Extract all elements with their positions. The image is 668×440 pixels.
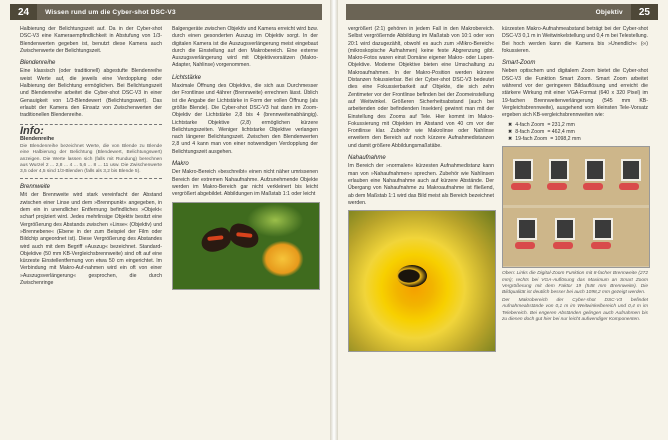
info-title: Info:	[20, 124, 44, 137]
flower-bee-photo	[348, 210, 496, 352]
nahaufnahme-heading: Nahaufnahme	[348, 155, 386, 162]
info-heading: Blendenreihe	[20, 135, 55, 142]
zoom-list	[508, 122, 648, 144]
flower-box	[553, 242, 573, 249]
zoom-item: ✖ 19-fach Zoom = 1098,2 mm	[508, 136, 581, 143]
window	[517, 218, 537, 240]
flower-box	[515, 242, 535, 249]
makro-heading: Makro	[172, 161, 189, 168]
right-header-title: Objektiv	[595, 8, 623, 16]
brennweite-paragraph: Mit der Brennweite wird stark vereinfacht der Abstand zwischen einer Linse und dem »Brennpunkt« angegeben, in dem ein in unendlicher Entfernung befindliches »Objekt« scharf projiziert wird. Jedes mehrlinsige Objektiv besitzt eine Vergrößerung des Abstands zwischen »Linse« (Objektiv) und »Brennebene« (Ebene in der zum Beispiel der Film oder Bildchip angeordnet ist). Diese Vergrößerung des Abstandes wird auch mit dem Begriff »Auszug« bezeichnet. Standard-Objektive (50 mm KB-Vergleichsbrennweite) sind oft auf eine kürzeste Einstellentfernung von etwa 50 cm eingerichtet. Im Verbindung mit Makro-Auf-nahmen wird ein oft von einer »Auszugsverlängerung« gesprochen, die durch Zwischenringe	[20, 192, 162, 287]
makro-continuation: vergrößert (2:1) gehören in jedem Fall in den Makrobereich. Selbst vergrößernde Abbildung im Maßstab von 10:1 oder von 20:1 wird dazugezählt, obwohl es auch zum »Mikro-Bereich« (mikroskopische Aufnahmen) keine feste Abgrenzung gibt. Makro-Fotos waren einst Domäne eigener Makro- oder Lupen-Objektive. Moderne Objektive bieten eine Umschaltung zu Makroaufnahmen. In der Makro-Position werden kürzere Distanzen fokussierbar. Bei der Cyber-shot DSC-V3 bedeutet dies eine Fokussierbarkeit auf Objekte, die sich zehn Zentimeter vor der Frontlinse befinden bei der Zoomeinstellung auf Weitwinkel. Größeren Sicherheitsabstand (auch bei arbeitenden oder befindenden Insekten) gewinnt man mit der Einstellung des Zooms auf Tele. Hier kommt im Makro-Fokussierung mit Objekten im Abstand von 40 cm vor der Frontlinse klar. Zubehör wie Makrolinse oder Nahlinse erweitern den Bereich auf noch kürzere Aufnahmedistanzen und damit größere Abbildungsmaßstäbe.	[348, 26, 494, 149]
zoom-item: ✖ 8-fach Zoom = 462,4 mm	[508, 128, 575, 135]
lichtstaerke-heading: Lichtstärke	[172, 74, 202, 81]
photo-caption-1: Oben: Links die Digital-Zoom Funktion mit 8-facher Brennweite (272 mm); rechts bei VGA-Auflösung das Maximum an Smart Zoom Vergrößerung mit dem Faktor 19 (548 mm Brennweite). Die Bildqualität ist deutlich besser bei auch 1098,2 mm gezeigt werden.	[502, 271, 648, 296]
left-column-1	[20, 26, 162, 289]
window	[585, 159, 605, 181]
zoom-item: ✖ 4-fach Zoom = 231,2 mm	[508, 121, 575, 128]
window	[555, 218, 575, 240]
right-header	[346, 4, 658, 20]
flower-box	[511, 183, 531, 190]
flower-box	[619, 183, 639, 190]
makro-paragraph: Der Makro-Bereich »beschreibt« einen nicht näher umrissenen Bereich der extremen Nahaufnahme. Aufzunehmende Objekte werden im Makro-Bereich gar nicht verkleinert bis leicht vergrößert abgebildet. Abbildungen im Maßstab 1:1 oder leicht	[172, 169, 318, 198]
smartzoom-paragraph: Neben optischem und digitalem Zoom bietet die Cyber-shot DSC-V3 die Funktion Smart Zoom. Smart Zoom arbeitet während vor der geringeren Bildauflösung und erreicht die stärkere Wirkung mit einer VGA-Format (640 x 320 Pixel) im 19-fachen Brennweitenverlängerung (545 mm KB-Vergleichsbrennweite), ausgehend vom kleinsten Tele-Vorsatz ergeben sich KB-vergleichsbrennweiten wie:	[502, 68, 648, 119]
info-text: Die Blendenreihe bezeichnet Werte, die von Blende zu Blende eine Halbierung der Belichtung (Blendewert, Belichtungswert) anzeigen. Die Werte lassen sich (falls mit Rundung) berechnen aus Wurzel 2 ... 2,8 ... 4 ... 5,6 ... 8 ... 11 usw. Die Zwischenwerte 3,5 oder 4,5 sind 1/3-Blenden (falls als 3,2 bis Blende 5).	[20, 144, 162, 174]
photo-caption-2: Der Makrobereich der Cyber-shot DSC-V3 befindet Aufnahmeabstände von 0,1 m im Weitwinkelbereich und 0,4 m im Telebereich. Bei engeren Abständen gelingen auch Aufnahmen bis zu diesen doch gut hier bei nur leicht aufwendiger Komponenten.	[502, 298, 648, 322]
info-box	[20, 124, 162, 180]
brennweite-heading: Brennweite	[20, 184, 51, 191]
right-column-2	[502, 26, 648, 325]
building-left-crop	[503, 147, 649, 205]
gutter	[330, 0, 338, 440]
flower-box	[547, 183, 567, 190]
right-page-number: 25	[631, 4, 658, 20]
building-photo	[502, 146, 650, 268]
window	[621, 159, 641, 181]
butterfly-wing-right	[226, 220, 261, 250]
makro-distance-paragraph: kürzesten Makro-Aufnahmeabstand beträgt bei der Cyber-shot DSC-V3 0,1 m in Weitwinkelstellung und 0,4 m bei Telestellung. Bei hoch werden kann die Kamera bis »Unendlich« (∞) fokussieren.	[502, 26, 648, 54]
butterfly-photo	[172, 202, 320, 290]
building-right-crop	[503, 208, 649, 266]
flower-box	[591, 242, 611, 249]
smartzoom-heading: Smart-Zoom	[502, 60, 536, 67]
cross-icon: ✖	[508, 128, 513, 135]
window	[549, 159, 569, 181]
left-header-title: Wissen rund um die Cyber-shot DSC-V3	[45, 8, 176, 16]
intro-paragraph: Halbierung der Belichtungszeit auf. Da in der Cyber-shot DSC-V3 eine Kameraempfindlichkeit in Abstufung von 1/3-Blendenwerten gegeben ist, benutzt diese Kamera auch Zwischenwerte der Belichtungszeit.	[20, 26, 162, 54]
right-column-1	[348, 26, 494, 355]
lichtstaerke-paragraph: Maximale Öffnung des Objektivs, die sich aus Durchmesser der Frontlinse und 4ährer (Brennweite) errechnen lässt. Üblich ist die Angabe der Lichtstärke in Form der vollen Öffnung (als größte Blende). Die Cyber-shot DSC-V3 hat dann im Zoom-Objektiv der Lichtstärke 2,8 bis 4 (brennweitenabhängig). Lichtstarke Objektive (2,8) ermöglichen kürzere Belichtungszeiten. Weniger lichtstarke Objektive verlangen nach längerer Belichtungszeit. Zwischen den Blendenwerten 2,8 und 4 kann man von einer notwendigen Verdopplung der Belichtungszeit ausgehen.	[172, 83, 318, 155]
cross-icon: ✖	[508, 121, 513, 128]
flower-box	[583, 183, 603, 190]
left-column-2	[172, 26, 318, 293]
bee	[397, 265, 427, 287]
cross-icon: ✖	[508, 136, 513, 143]
blendenreihe-paragraph: Eine klassisch (oder traditionell) abgestufte Blendenreihe weist Werte auf, die jeweils eine Verdopplung oder Halbierung der Belichtung ermöglichen. Bei Belichtungszeit und Blendenreihe arbeitet die Cyber-shot DSC-V3 in einer Genauigkeit von 1/3-Blendewert (Belichtungswert). Das erlaubt der Kamera den Einsatz von Zwischenwerten der traditionellen Blendenreihe.	[20, 68, 162, 119]
blendenreihe-heading: Blendenreihe	[20, 60, 56, 67]
window	[513, 159, 533, 181]
window	[593, 218, 613, 240]
left-header	[10, 4, 322, 20]
left-page-number: 24	[10, 4, 37, 20]
butterfly-wing-left	[198, 224, 233, 254]
intro-paragraph-2: Balgengeräte zwischen Objektiv und Kamera erreicht wird bzw. durch einen gesonderten Auszug im Objektiv sorgt. In der digitalen Kamera ist die Auszugsverlängerung meist eingebaut durch die Einstellung auf den Makrobereich. Eine externe Auszugsverlängerung wird mit Objektivvorsätzen (Makro-Adapter, Nahlinse) vorgenommen.	[172, 26, 318, 69]
nahaufnahme-paragraph: Im Bereich der »normalen« kürzesten Aufnahmedistanz kann man von »Nahaufnahmen« sprechen. Zubehör wie Nahlinsen erlauben eine Nahaufnahme auch auf kürzere Abstände. Der Übergang von Nahaufnahme zu Makroaufnahme ist fließend, ab dem Maßstab 1:1 wird das Bild meist als Bereich bezeichnet werden.	[348, 163, 494, 206]
